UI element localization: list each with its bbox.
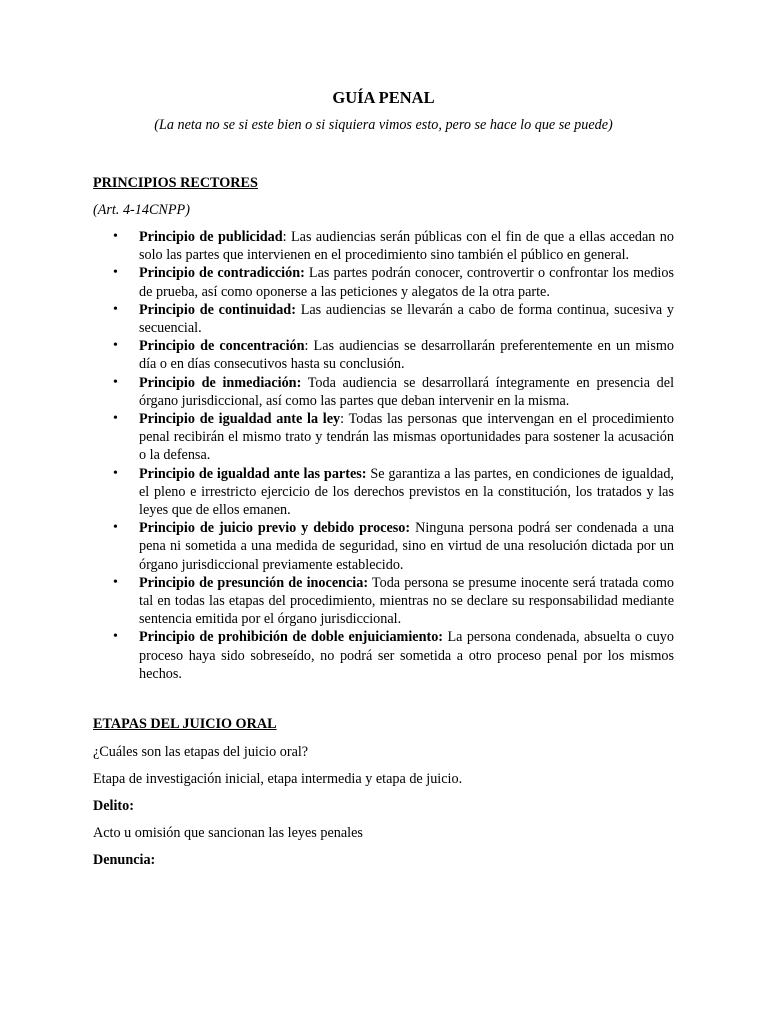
principles-list [93, 228, 674, 683]
principle-text: Se garantiza a las partes, en condiciones de igualdad, el pleno e irrestricto ejercicio de los derechos previstos en la constitución, los tratados y las leyes que de ellos emanen. [139, 465, 674, 519]
bullet-icon: • [113, 465, 118, 481]
principle-term: Principio de publicidad [139, 229, 283, 245]
document-subtitle: (La neta no se si este bien o si siquiera vimos esto, pero se hace lo que se puede) [154, 117, 613, 133]
principle-text: : Todas las personas que intervengan en el procedimiento penal recibirán el mismo trato y tendrán las mismas oportunidades para sostener la acusación o la defensa. [139, 411, 675, 464]
bullet-icon: • [113, 629, 118, 645]
delito-label: Delito: [93, 798, 134, 815]
principle-text: Ninguna persona podrá ser condenada a una pena ni sometida a una medida de seguridad, sino en virtud de una resolución dictada por un órgano jurisdiccional previamente establecido. [139, 520, 675, 573]
principle-text: : Las audiencias se desarrollarán preferentemente en un mismo día o en días consecutivos hasta su conclusión. [139, 338, 674, 373]
article-reference: (Art. 4-14CNPP) [93, 202, 190, 218]
principle-term: Principio de presunción de inocencia: [139, 574, 369, 591]
list-item [93, 465, 674, 520]
denuncia-label: Denuncia: [93, 852, 156, 869]
principle-text: : Las audiencias serán públicas con el fin de que a ellas accedan no solo las partes que intervienen en el procedimiento sino también el público en general. [139, 229, 674, 264]
principle-term: Principio de igualdad ante las partes: [139, 465, 367, 482]
list-item [93, 301, 674, 337]
bullet-icon: • [113, 301, 118, 317]
section-heading-principios: PRINCIPIOS RECTORES [93, 175, 258, 191]
list-item [93, 337, 674, 373]
etapas-answer: Etapa de investigación inicial, etapa intermedia y etapa de juicio. [93, 771, 463, 788]
bullet-icon: • [113, 229, 118, 244]
principle-text: Las audiencias se llevarán a cabo de forma continua, sucesiva y secuencial. [139, 301, 675, 337]
etapas-question: ¿Cuáles son las etapas del juicio oral? [93, 744, 309, 761]
list-item [93, 574, 674, 629]
list-item [93, 374, 674, 410]
principle-term: Principio de prohibición de doble enjuiciamiento: [139, 629, 444, 646]
list-item [93, 519, 674, 574]
bullet-icon: • [113, 520, 118, 536]
list-item [93, 410, 674, 465]
bullet-icon: • [113, 338, 118, 354]
bullet-icon: • [113, 374, 118, 390]
principle-text: Toda audiencia se desarrollará íntegramente en presencia del órgano jurisdiccional, así como las partes que deban intervenir en la misma. [139, 374, 675, 409]
bullet-icon: • [113, 411, 118, 427]
bullet-icon: • [113, 574, 118, 590]
bullet-icon: • [113, 265, 118, 281]
principle-text: La persona condenada, absuelta o cuyo proceso haya sido sobreseído, no podrá ser sometida a otro proceso penal por los mismos hechos. [139, 629, 674, 682]
principle-term: Principio de continuidad: [139, 301, 296, 318]
delito-definition: Acto u omisión que sancionan las leyes penales [93, 825, 363, 842]
list-item [93, 264, 674, 300]
principle-term: Principio de concentración [139, 338, 305, 355]
principle-text: Las partes podrán conocer, controvertir o confrontar los medios de prueba, así como oponerse a las peticiones y alegatos de la otra parte. [139, 265, 674, 300]
list-item [93, 628, 674, 683]
principle-term: Principio de inmediación: [139, 374, 302, 391]
principle-term: Principio de contradicción: [139, 265, 305, 282]
section-heading-etapas: ETAPAS DEL JUICIO ORAL [93, 716, 277, 733]
principle-term: Principio de igualdad ante la ley [139, 411, 341, 428]
list-item [93, 228, 674, 264]
principle-text: Toda persona se presume inocente será tratada como tal en todas las etapas del procedimiento, mientras no se declare su responsabilidad mediante sentencia emitida por el órgano jurisdiccional. [139, 574, 674, 628]
principle-term: Principio de juicio previo y debido proceso: [139, 520, 411, 537]
document-title: GUÍA PENAL [332, 88, 435, 107]
